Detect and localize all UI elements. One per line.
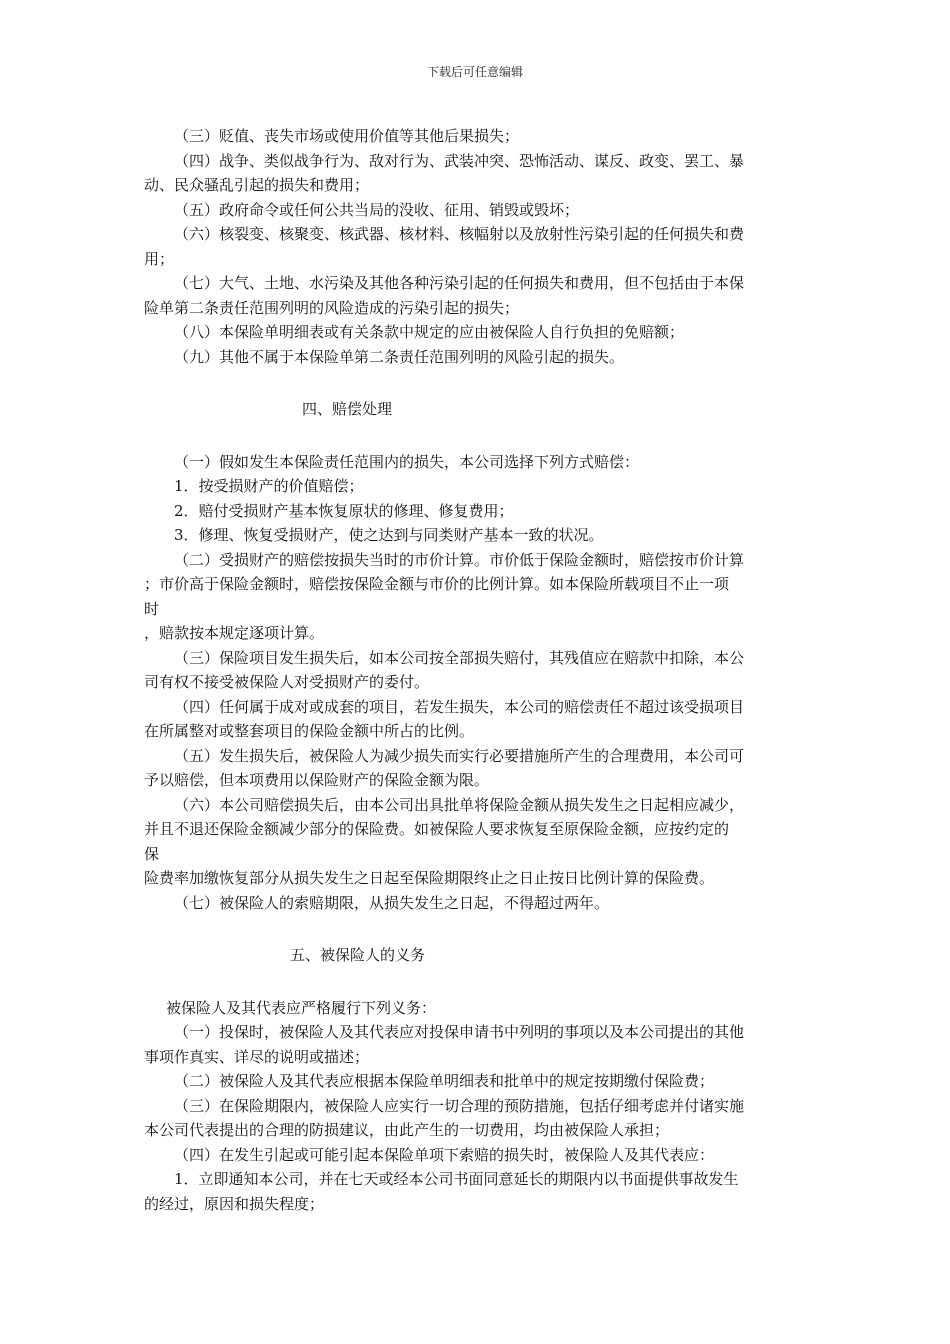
paragraph-line: ，赔款按本规定逐项计算。: [144, 624, 325, 642]
paragraph-line: （三）在保险期限内，被保险人应实行一切合理的预防措施，包括仔细考虑并付诸实施: [174, 1096, 745, 1115]
paragraph-line: 1．立即通知本公司，并在七天或经本公司书面同意延长的期限内以书面提供事故发生: [174, 1170, 739, 1188]
paragraph-line: 3．修理、恢复受损财产，使之达到与同类财产基本一致的状况。: [174, 526, 604, 544]
paragraph-line: 并且不退还保险金额减少部分的保险费。如被保险人要求恢复至原保险金额，应按约定的: [144, 820, 730, 838]
paragraph-line: ；市价高于保险金额时，赔偿按保险金额与市价的比例计算。如本保险所载项目不止一项: [144, 575, 730, 593]
paragraph-line: （四）在发生引起或可能引起本保险单项下索赔的损失时，被保险人及其代表应：: [174, 1145, 715, 1164]
paragraph-line: 事项作真实、详尽的说明或描述；: [144, 1047, 370, 1066]
paragraph-line: 用；: [144, 249, 175, 268]
paragraph-line: （四）任何属于成对或成套的项目，若发生损失，本公司的赔偿责任不超过该受损项目: [174, 697, 745, 716]
paragraph-line: （七）被保险人的索赔期限，从损失发生之日起，不得超过两年。: [174, 893, 610, 912]
paragraph-line: 险费率加缴恢复部分从损失发生之日起至保险期限终止之日止按日比例计算的保险费。: [144, 869, 715, 887]
paragraph-line: （九）其他不属于本保险单第二条责任范围列明的风险引起的损失。: [174, 347, 625, 366]
paragraph-line: （二）受损财产的赔偿按损失当时的市价计算。市价低于保险金额时，赔偿按市价计算: [174, 550, 745, 569]
paragraph-line: （八）本保险单明细表或有关条款中规定的应由被保险人自行负担的免赔额；: [174, 323, 685, 341]
paragraph-line: （一）投保时，被保险人及其代表应对投保申请书中列明的事项以及本公司提出的其他: [174, 1023, 745, 1041]
paragraph-line: 险单第二条责任范围列明的风险造成的污染引起的损失；: [144, 298, 520, 317]
paragraph-line: （一）假如发生本保险责任范围内的损失，本公司选择下列方式赔偿：: [174, 452, 640, 471]
paragraph-line: 时: [144, 599, 160, 618]
paragraph-line: 保: [144, 844, 160, 863]
paragraph-line: 动、民众骚乱引起的损失和费用；: [144, 176, 370, 194]
paragraph-line: 予以赔偿，但本项费用以保险财产的保险金额为限。: [144, 771, 490, 789]
paragraph-line: （七）大气、土地、水污染及其他各种污染引起的任何损失和费用，但不包括由于本保: [174, 274, 745, 292]
document-body: [144, 124, 804, 1216]
paragraph-line: （二）被保险人及其代表应根据本保险单明细表和批单中的规定按期缴付保险费；: [174, 1072, 715, 1090]
section-heading: 五、被保险人的义务: [290, 946, 426, 964]
paragraph-line: （三）贬值、丧失市场或使用价值等其他后果损失；: [174, 127, 520, 145]
paragraph-line: 司有权不接受被保险人对受损财产的委付。: [144, 673, 430, 691]
paragraph-line: 被保险人及其代表应严格履行下列义务：: [166, 998, 437, 1017]
paragraph-line: （三）保险项目发生损失后，如本公司按全部损失赔付，其残值应在赔款中扣除，本公: [174, 648, 745, 667]
paragraph-line: 的经过，原因和损失程度；: [144, 1194, 325, 1213]
paragraph-line: 在所属整对或整套项目的保险金额中所占的比例。: [144, 722, 475, 740]
paragraph-line: （四）战争、类似战争行为、敌对行为、武装冲突、恐怖活动、谋反、政变、罢工、暴: [174, 151, 745, 170]
paragraph-line: 本公司代表提出的合理的防损建议，由此产生的一切费用，均由被保险人承担；: [144, 1121, 670, 1139]
page-header: 下载后可任意编辑: [426, 65, 523, 79]
paragraph-line: （五）发生损失后，被保险人为减少损失而实行必要措施所产生的合理费用，本公司可: [174, 746, 745, 765]
paragraph-line: （六）本公司赔偿损失后，由本公司出具批单将保险金额从损失发生之日起相应减少，: [174, 795, 745, 814]
paragraph-line: （五）政府命令或任何公共当局的没收、征用、销毁或毁坏；: [174, 200, 580, 219]
paragraph-line: （六）核裂变、核聚变、核武器、核材料、核幅射以及放射性污染引起的任何损失和费: [174, 225, 745, 243]
paragraph-line: 2．赔付受损财产基本恢复原状的修理、修复费用；: [174, 501, 514, 520]
section-heading: 四、赔偿处理: [302, 400, 393, 418]
paragraph-line: 1．按受损财产的价值赔偿；: [174, 477, 364, 495]
